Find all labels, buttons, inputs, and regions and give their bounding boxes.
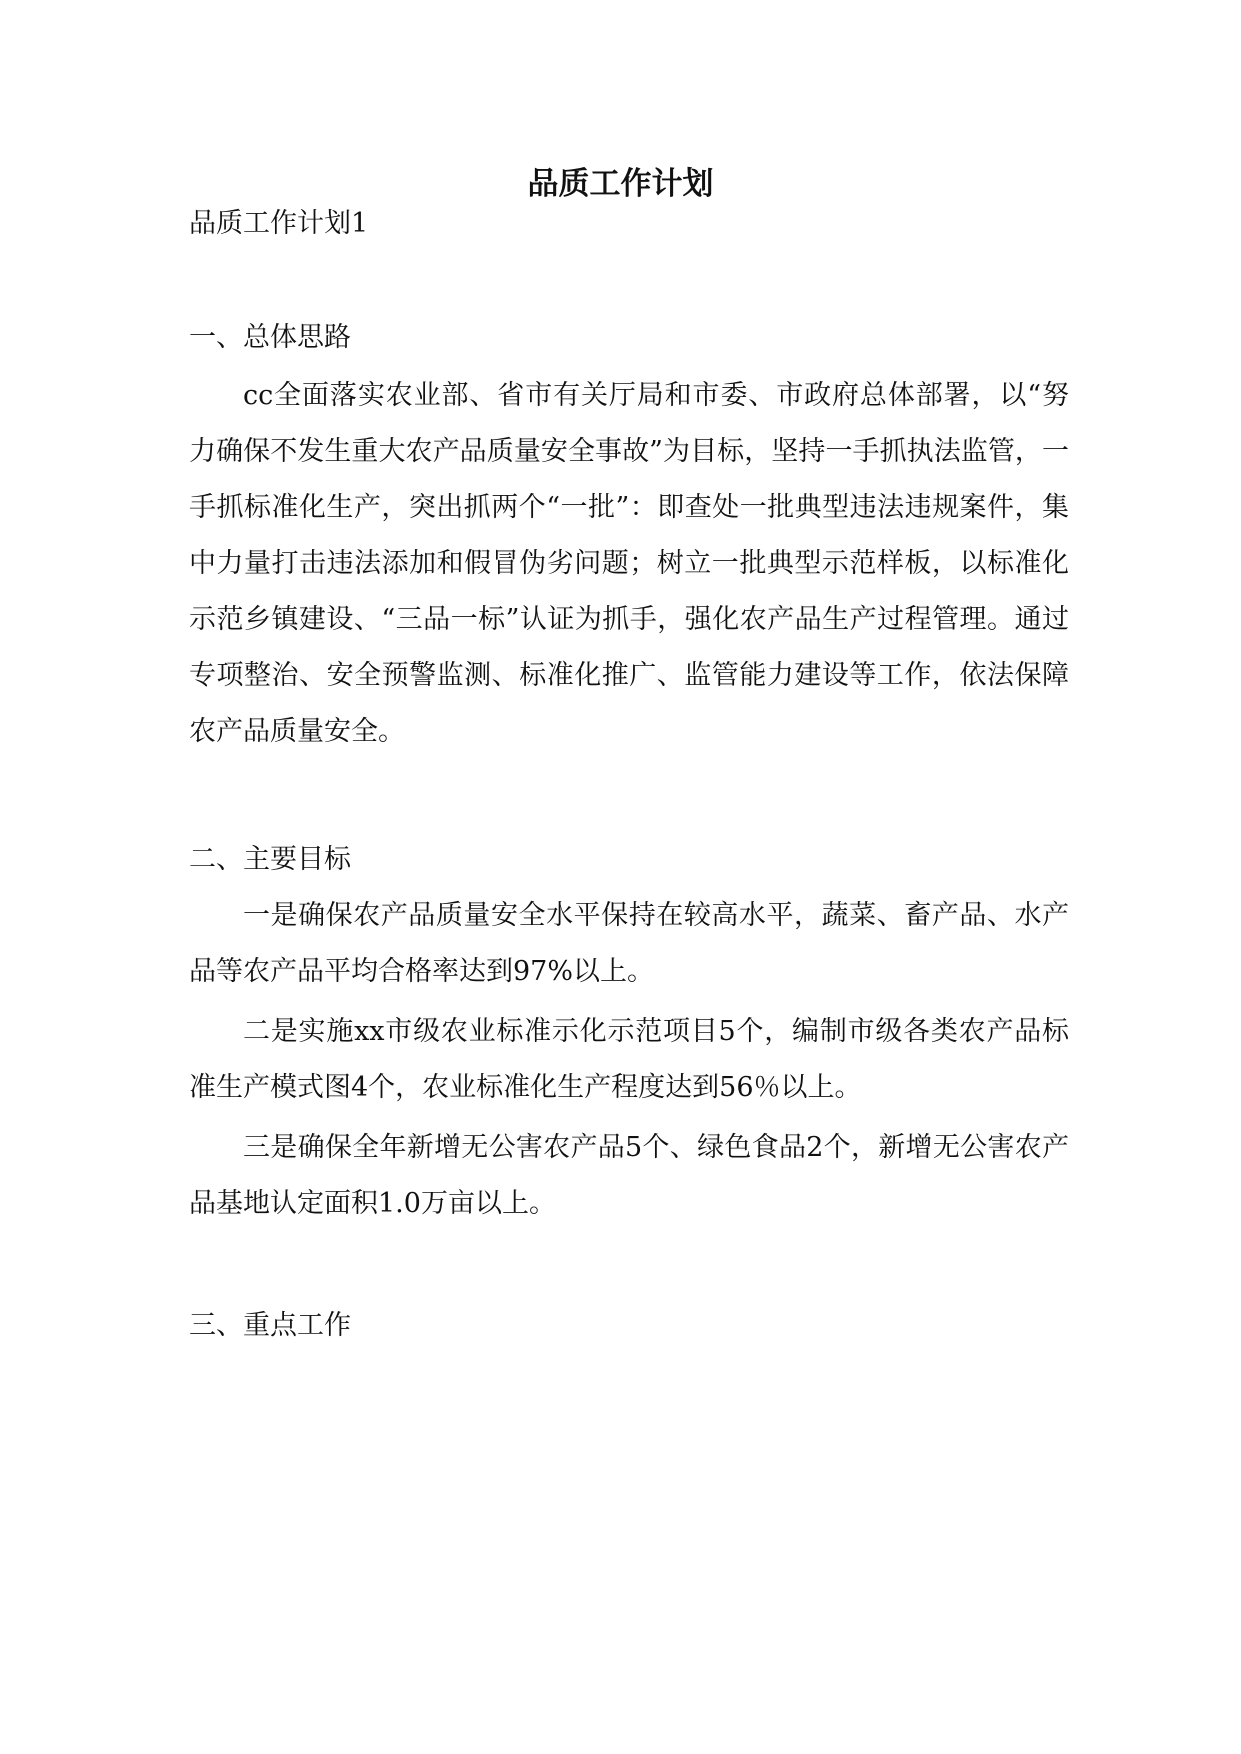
section-2-paragraph-2: 二是实施xx市级农业标准示化示范项目5个，编制市级各类农产品标准生产模式图4个，农业标准化生产程度达到56％以上。 [189,1016,1069,1103]
section-2-paragraph-3: 三是确保全年新增无公害农产品5个、绿色食品2个，新增无公害农产品基地认定面积1.0万亩以上。 [189,1132,1069,1219]
section-heading-3: 三、重点工作 [189,1310,351,1341]
section-heading-1: 一、总体思路 [189,322,351,353]
section-1-paragraph: cc全面落实农业部、省市有关厅局和市委、市政府总体部署，以“努力确保不发生重大农产品质量安全事故”为目标，坚持一手抓执法监管，一手抓标准化生产，突出抓两个“一批”：即查处一批典型违法违规案件，集中力量打击违法添加和假冒伪劣问题；树立一批典型示范样板，以标准化示范乡镇建设、“三品一标”认证为抓手，强化农产品生产过程管理。通过专项整治、安全预警监测、标准化推广、监管能力建设等工作，依法保障农产品质量安全。 [189,380,1069,747]
document-subtitle: 品质工作计划1 [189,208,369,239]
section-heading-2: 二、主要目标 [189,844,351,875]
document-title: 品质工作计划 [527,166,714,202]
section-2-paragraph-1: 一是确保农产品质量安全水平保持在较高水平，蔬菜、畜产品、水产品等农产品平均合格率达到97%以上。 [189,900,1069,987]
